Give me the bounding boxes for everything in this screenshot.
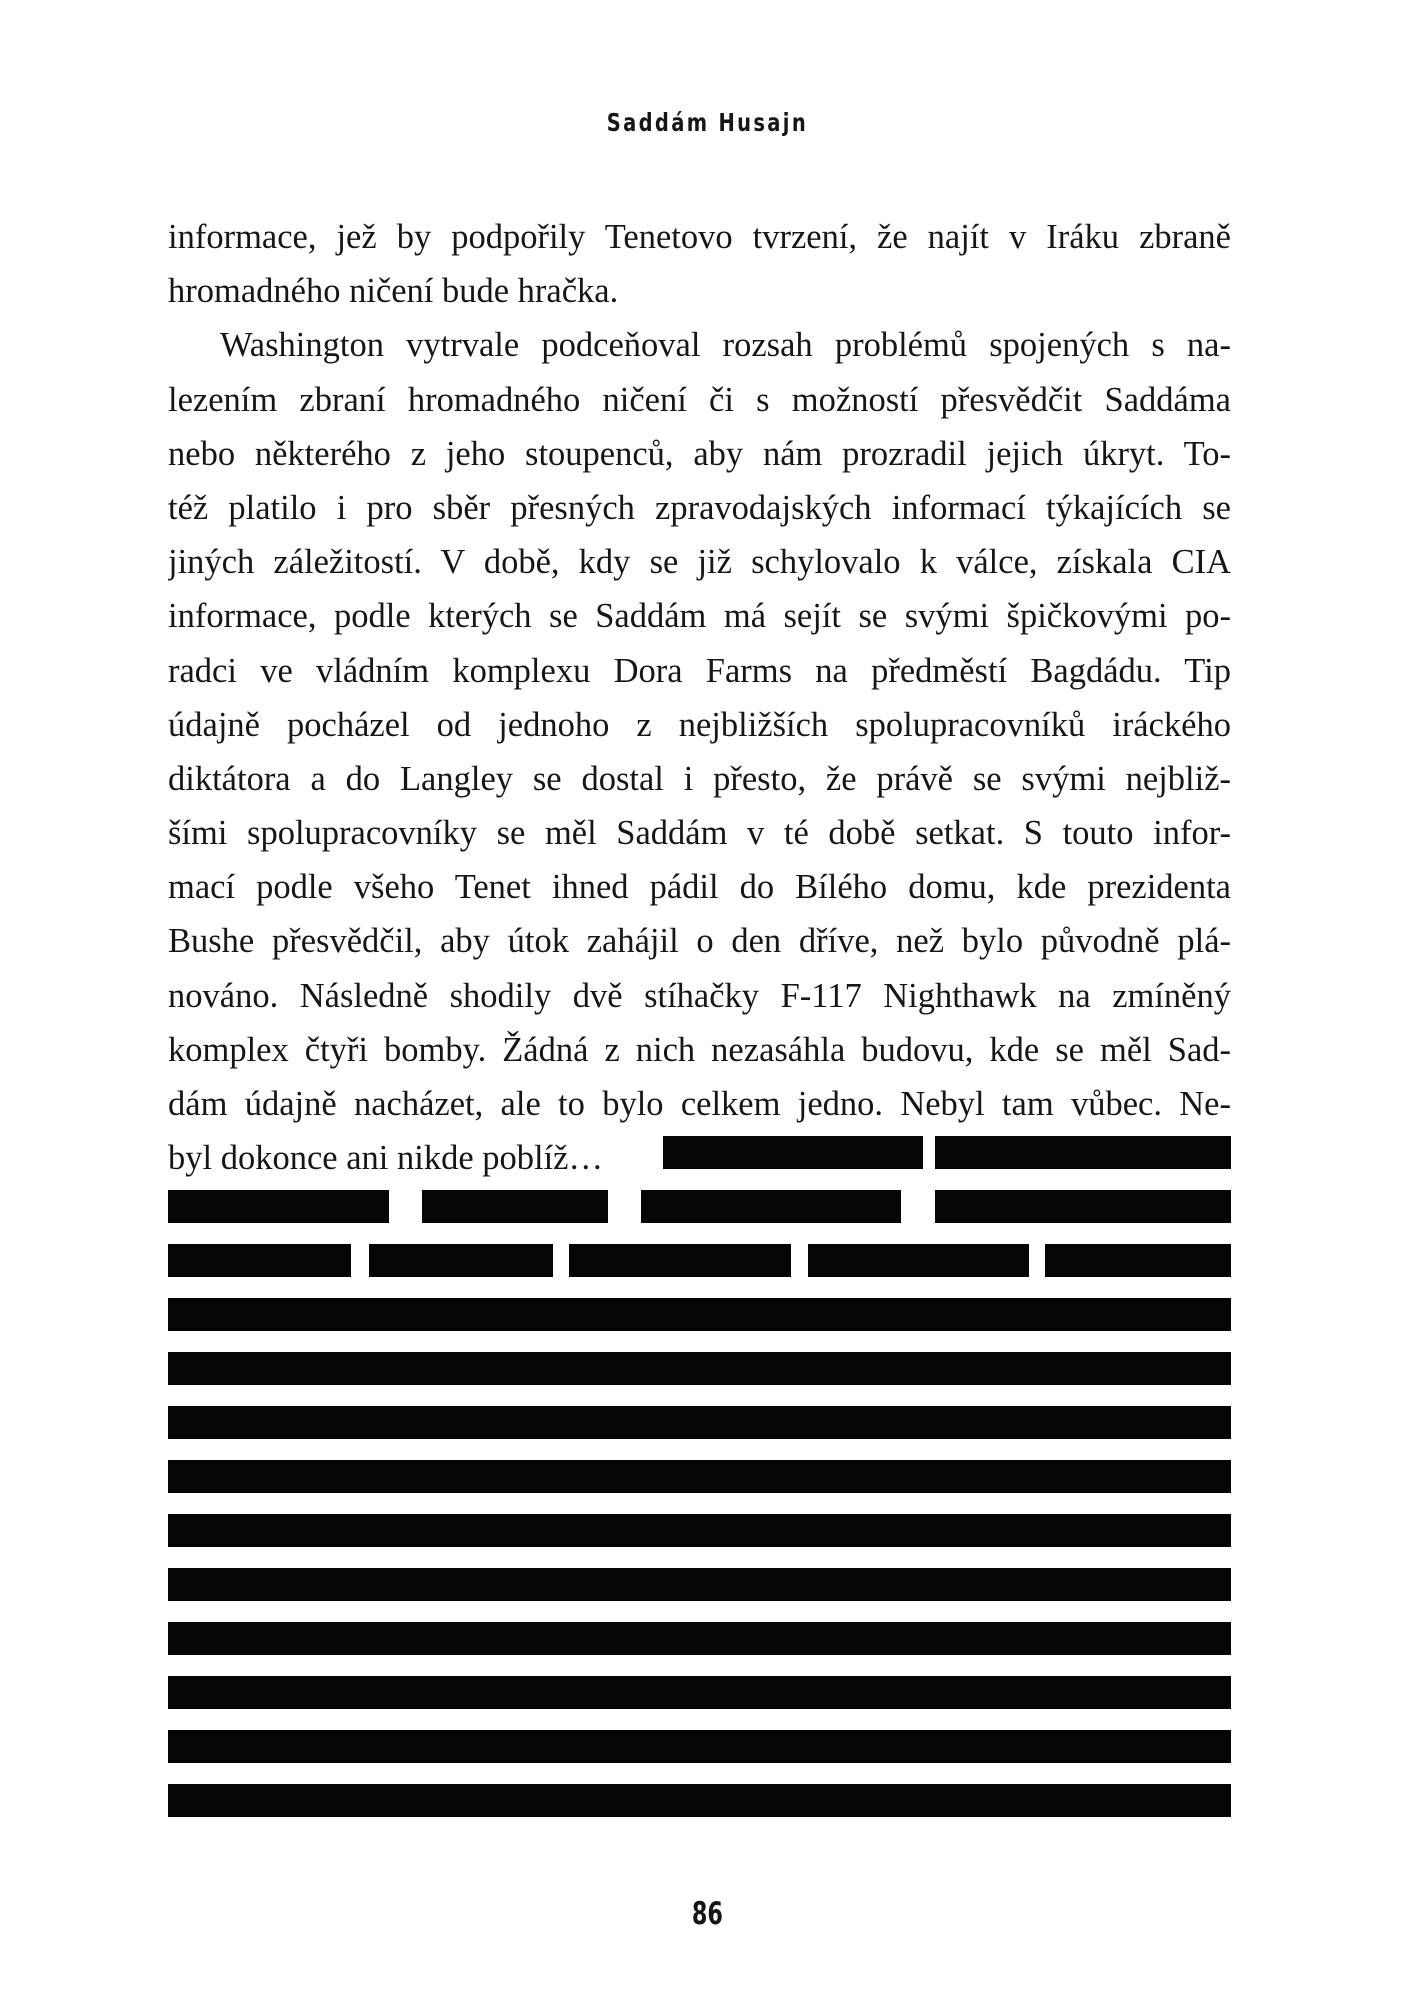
text-line: jiných záležitostí. V době, kdy se již schylovalo k válce, získala CIA [168,543,1231,582]
text-line: byl dokonce ani nikde poblíž… [168,1139,603,1178]
text-line: informace, jež by podpořily Tenetovo tvrzení, že najít v Iráku zbraně [168,218,1231,256]
page-number: 86 [691,1896,723,1932]
redaction-line [0,1190,1415,1223]
redaction-line [0,1136,1415,1169]
text-line: hromadného ničení bude hračka. [168,272,619,311]
redaction-bar [168,1568,1231,1601]
redaction-line [168,1406,1231,1439]
text-line: komplex čtyři bomby. Žádná z nich nezasáhla budovu, kde se měl Sad- [168,1030,1231,1069]
redaction-bar [168,1244,351,1277]
redaction-line [168,1352,1231,1385]
text-line: diktátora a do Langley se dostal i přesto, že právě se svými nejbliž- [168,759,1231,798]
redaction-bar [663,1136,923,1169]
redaction-bar [168,1622,1231,1655]
redaction-bar [935,1190,1231,1223]
text-line: Bushe přesvědčil, aby útok zahájil o den dříve, než bylo původně plá- [168,922,1231,961]
text-line: radci ve vládním komplexu Dora Farms na předměstí Bagdádu. Tip [168,651,1231,690]
redaction-bar [168,1676,1231,1709]
redaction-line [168,1730,1231,1763]
redaction-line [168,1298,1231,1331]
redaction-line [168,1676,1231,1709]
redaction-bar [168,1514,1231,1547]
text-line: nebo některého z jeho stoupenců, aby nám prozradil jejich úkryt. To- [168,434,1231,473]
redaction-bar [168,1784,1231,1817]
redaction-line [168,1568,1231,1601]
redaction-bar [168,1190,389,1223]
text-line: informace, podle kterých se Saddám má sejít se svými špičkovými po- [168,597,1231,636]
text-line: též platilo i pro sběr přesných zpravodajských informací týkajících se [168,488,1231,527]
redaction-line [168,1514,1231,1547]
redaction-bar [808,1244,1029,1277]
text-line: lezením zbraní hromadného ničení či s možností přesvědčit Saddáma [168,380,1231,419]
text-line: mací podle všeho Tenet ihned pádil do Bílého domu, kde prezidenta [168,868,1231,907]
text-line: dám údajně nacházet, ale to bylo celkem jedno. Nebyl tam vůbec. Ne- [168,1085,1231,1123]
text-line: nováno. Následně shodily dvě stíhačky F-117 Nighthawk na zmíněný [168,976,1231,1015]
redaction-bar [168,1406,1231,1439]
redaction-line [0,1244,1415,1277]
paragraph [168,210,1231,318]
body-text [168,210,1231,1185]
paragraph [168,318,1231,1185]
redaction-line [168,1460,1231,1493]
redaction-bar [569,1244,791,1277]
redaction-line [168,1622,1231,1655]
redaction-bar [168,1352,1231,1385]
redaction-line [168,1784,1231,1817]
text-line: údajně pocházel od jednoho z nejbližších spolupracovníků iráckého [168,705,1231,744]
redaction-bar [369,1244,553,1277]
redaction-bar [641,1190,901,1223]
redaction-bar [168,1298,1231,1331]
redaction-bar [168,1730,1231,1763]
redaction-bar [935,1136,1231,1169]
redaction-bar [168,1460,1231,1493]
text-line: Washington vytrvale podceňoval rozsah problémů spojených s na- [220,326,1231,365]
running-header: Saddám Husajn [606,108,809,137]
redaction-bar [422,1190,608,1223]
redaction-bar [1045,1244,1231,1277]
text-line: šími spolupracovníky se měl Saddám v té době setkat. S touto infor- [168,814,1231,853]
